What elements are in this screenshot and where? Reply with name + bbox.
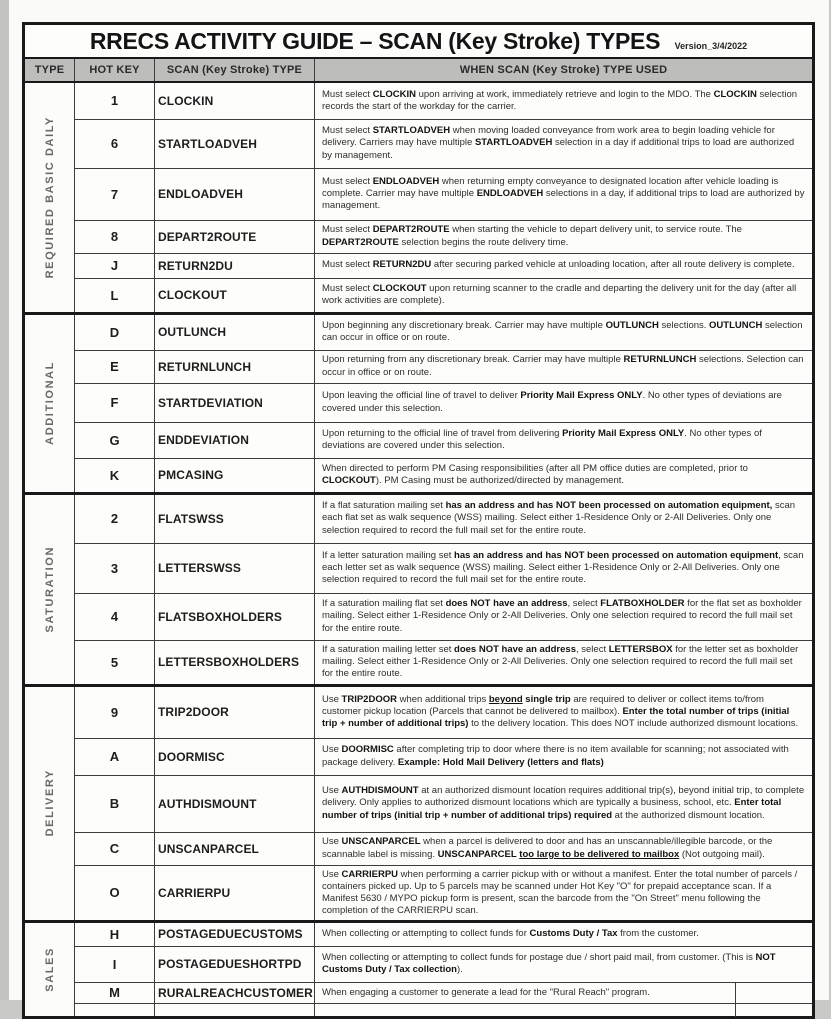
scan-type-cell: PMCASING bbox=[155, 458, 315, 493]
scan-type-cell bbox=[155, 1003, 315, 1017]
section-type-label: REQUIRED BASIC DAILY bbox=[43, 116, 56, 279]
when-used-cell: If a saturation mailing letter set does NOT have an address, select LETTERSBOX for the letter set as boxholder mailing. Select either 1-Residence Only or 2-All Deliveries. Only one selection required to record the full mail set for the entire route. bbox=[315, 640, 814, 685]
document-page bbox=[9, 0, 829, 1000]
table-row bbox=[24, 119, 814, 168]
table-row bbox=[24, 921, 814, 946]
scan-type-cell: DOORMISC bbox=[155, 738, 315, 775]
column-header-scan-type: SCAN (Key Stroke) TYPE bbox=[155, 58, 315, 82]
hot-key-cell bbox=[75, 1003, 155, 1017]
table-row bbox=[24, 775, 814, 832]
when-used-cell: When collecting or attempting to collect funds for postage due / short paid mail, from customer. (This is NOT Customs Duty / Tax collection). bbox=[315, 946, 814, 982]
table-row bbox=[24, 865, 814, 921]
hot-key-cell: E bbox=[75, 350, 155, 383]
when-used-cell: If a letter saturation mailing set has an address and has NOT been processed on automation equipment, scan each letter set as walk sequence (WSS) mailing. Select either 1-Residence Only or 2-All Deliveries. Only one selection required to record the full mail set for the entire route. bbox=[315, 543, 814, 593]
table-row bbox=[24, 593, 814, 640]
scan-type-cell: UNSCANPARCEL bbox=[155, 832, 315, 865]
version-label: Version_3/4/2022 bbox=[674, 40, 748, 51]
table-body bbox=[24, 82, 814, 1017]
when-used-cell: Upon beginning any discretionary break. Carrier may have multiple OUTLUNCH selections. OUTLUNCH selection can occur in office or on route. bbox=[315, 313, 814, 350]
when-used-cell: Use CARRIERPU when performing a carrier pickup with or without a manifest. Enter the total number of parcels / containers picked up. Up to 5 parcels may be scanned under Hot Key "O" for prepaid acceptance scan. If a Manifest 5630 / MYPO pickup form is present, scan the barcode from the "On Street" menu following the completion of the CARRIERPU scan. bbox=[315, 865, 814, 921]
page-title: RRECS ACTIVITY GUIDE – SCAN (Key Stroke) TYPES bbox=[89, 27, 661, 54]
hot-key-cell: I bbox=[75, 946, 155, 982]
section-type-cell bbox=[24, 493, 75, 685]
hot-key-cell: K bbox=[75, 458, 155, 493]
scan-type-cell: AUTHDISMOUNT bbox=[155, 775, 315, 832]
table-row bbox=[24, 422, 814, 458]
when-used-cell: Use AUTHDISMOUNT at an authorized dismount location requires additional trip(s), beyond initial trip, to complete delivery. Only applies to authorized dismount locations which are typically a business, school, etc. Enter total number of trips (initial trip + number of additional trips) required at the authorized dismount location. bbox=[315, 775, 814, 832]
when-used-cell: Use UNSCANPARCEL when a parcel is delivered to door and has an unscannable/illegible barcode, or the scannable label is missing. UNSCANPARCEL too large to be delivered to mailbox (Not outgoing mail). bbox=[315, 832, 814, 865]
table-row bbox=[24, 278, 814, 313]
scan-type-cell: DEPART2ROUTE bbox=[155, 220, 315, 253]
scan-type-cell: FLATSBOXHOLDERS bbox=[155, 593, 315, 640]
when-used-cell: When directed to perform PM Casing responsibilities (after all PM office duties are completed, prior to CLOCKOUT). PM Casing must be authorized/directed by management. bbox=[315, 458, 814, 493]
when-used-cell: Use TRIP2DOOR when additional trips beyond single trip are required to deliver or collect items to/from customer pickup location (Parcels that cannot be delivered to mailbox). Enter the total number of trips (initial trip + number of additional trips) to the delivery location. This does NOT include authorized dismount locations. bbox=[315, 685, 814, 738]
column-header-when-used: WHEN SCAN (Key Stroke) TYPE USED bbox=[315, 58, 814, 82]
table-row bbox=[24, 253, 814, 278]
hot-key-cell: 3 bbox=[75, 543, 155, 593]
section-type-label: ADDITIONAL bbox=[43, 361, 56, 445]
scan-type-cell: ENDLOADVEH bbox=[155, 168, 315, 220]
hot-key-cell: D bbox=[75, 313, 155, 350]
scan-type-cell: STARTLOADVEH bbox=[155, 119, 315, 168]
when-used-cell: Upon returning from any discretionary break. Carrier may have multiple RETURNLUNCH selections. Selection can occur in office or on route. bbox=[315, 350, 814, 383]
hot-key-cell: J bbox=[75, 253, 155, 278]
table-row bbox=[24, 946, 814, 982]
column-header-type: TYPE bbox=[24, 58, 75, 82]
scan-edge-strip bbox=[0, 0, 9, 1000]
column-header-hot-key: HOT KEY bbox=[75, 58, 155, 82]
when-used-cell: If a saturation mailing flat set does NOT have an address, select FLATBOXHOLDER for the flat set as boxholder mailing. Select either 1-Residence Only or 2-All Deliveries. Only one selection required to record the full mail set for the entire route. bbox=[315, 593, 814, 640]
hot-key-cell: 4 bbox=[75, 593, 155, 640]
section-type-label: SATURATION bbox=[43, 545, 56, 633]
when-used-cell bbox=[315, 1003, 814, 1017]
scan-type-cell: RETURN2DU bbox=[155, 253, 315, 278]
scan-type-cell: LETTERSBOXHOLDERS bbox=[155, 640, 315, 685]
table-row bbox=[24, 685, 814, 738]
table-row bbox=[24, 640, 814, 685]
scan-type-cell: CARRIERPU bbox=[155, 865, 315, 921]
when-used-cell: Upon leaving the official line of travel to deliver Priority Mail Express ONLY. No other types of deviations are covered under this selection. bbox=[315, 383, 814, 422]
hot-key-cell: O bbox=[75, 865, 155, 921]
scan-type-cell: RURALREACHCUSTOMER bbox=[155, 982, 315, 1003]
scan-type-cell: RETURNLUNCH bbox=[155, 350, 315, 383]
scan-type-cell: ENDDEVIATION bbox=[155, 422, 315, 458]
hot-key-cell: 1 bbox=[75, 82, 155, 119]
title-cell bbox=[24, 24, 814, 59]
hot-key-cell: L bbox=[75, 278, 155, 313]
section-type-label: DELIVERY bbox=[43, 769, 56, 837]
scan-type-cell: FLATSWSS bbox=[155, 493, 315, 543]
scan-type-cell: TRIP2DOOR bbox=[155, 685, 315, 738]
hot-key-cell: 2 bbox=[75, 493, 155, 543]
section-type-cell bbox=[24, 685, 75, 921]
hot-key-cell: F bbox=[75, 383, 155, 422]
table-row bbox=[24, 220, 814, 253]
title-row bbox=[24, 24, 814, 59]
hot-key-cell: M bbox=[75, 982, 155, 1003]
when-used-cell: When engaging a customer to generate a lead for the "Rural Reach" program. bbox=[315, 982, 814, 1003]
column-header-row bbox=[24, 58, 814, 82]
table-row bbox=[24, 168, 814, 220]
hot-key-cell: A bbox=[75, 738, 155, 775]
hot-key-cell: 7 bbox=[75, 168, 155, 220]
hot-key-cell: G bbox=[75, 422, 155, 458]
hot-key-cell: 6 bbox=[75, 119, 155, 168]
when-used-cell: Must select RETURN2DU after securing parked vehicle at unloading location, after all route delivery is complete. bbox=[315, 253, 814, 278]
when-used-cell: If a flat saturation mailing set has an address and has NOT been processed on automation equipment, scan each flat set as walk sequence (WSS) mailing. Select either 1-Residence Only or 2-All Deliveries. Only one selection required to record the full mail set for the entire route. bbox=[315, 493, 814, 543]
table-row bbox=[24, 1003, 814, 1017]
hot-key-cell: C bbox=[75, 832, 155, 865]
scan-type-cell: POSTAGEDUESHORTPD bbox=[155, 946, 315, 982]
scan-type-cell: LETTERSWSS bbox=[155, 543, 315, 593]
table-row bbox=[24, 350, 814, 383]
section-type-cell bbox=[24, 313, 75, 493]
when-used-cell: Must select CLOCKOUT upon returning scanner to the cradle and departing the delivery unit for the day (after all work activities are complete). bbox=[315, 278, 814, 313]
table-row bbox=[24, 458, 814, 493]
table-row bbox=[24, 982, 814, 1003]
table-row bbox=[24, 738, 814, 775]
section-type-cell bbox=[24, 82, 75, 313]
when-used-cell: Must select DEPART2ROUTE when starting the vehicle to depart delivery unit, to service route. The DEPART2ROUTE selection begins the route delivery time. bbox=[315, 220, 814, 253]
table-row bbox=[24, 82, 814, 119]
scan-type-cell: CLOCKOUT bbox=[155, 278, 315, 313]
hot-key-cell: B bbox=[75, 775, 155, 832]
when-used-cell: Must select STARTLOADVEH when moving loaded conveyance from work area to begin loading vehicle for delivery. Carriers may have multiple STARTLOADVEH selection in a day if additional trips to load are authorized by management. bbox=[315, 119, 814, 168]
hot-key-cell: 9 bbox=[75, 685, 155, 738]
when-used-cell: Use DOORMISC after completing trip to door where there is no item available for scanning; not associated with package delivery. Example: Hold Mail Delivery (letters and flats) bbox=[315, 738, 814, 775]
section-type-cell bbox=[24, 921, 75, 1017]
table-row bbox=[24, 832, 814, 865]
scan-type-cell: STARTDEVIATION bbox=[155, 383, 315, 422]
hot-key-cell: 5 bbox=[75, 640, 155, 685]
hot-key-cell: 8 bbox=[75, 220, 155, 253]
scan-type-cell: CLOCKIN bbox=[155, 82, 315, 119]
table-row bbox=[24, 493, 814, 543]
activity-guide-table bbox=[22, 22, 815, 1019]
when-used-cell: Upon returning to the official line of travel from delivering Priority Mail Express ONLY. No other types of deviations are covered under this selection. bbox=[315, 422, 814, 458]
when-used-cell: When collecting or attempting to collect funds for Customs Duty / Tax from the customer. bbox=[315, 921, 814, 946]
section-type-label: SALES bbox=[43, 946, 56, 992]
scan-type-cell: POSTAGEDUECUSTOMS bbox=[155, 921, 315, 946]
scan-type-cell: OUTLUNCH bbox=[155, 313, 315, 350]
when-used-cell: Must select CLOCKIN upon arriving at work, immediately retrieve and login to the MDO. The CLOCKIN selection records the start of the workday for the carrier. bbox=[315, 82, 814, 119]
when-used-cell: Must select ENDLOADVEH when returning empty conveyance to designated location after vehicle loading is complete. Carrier may have multiple ENDLOADVEH selections in a day, if additional trips to load are authorized by management. bbox=[315, 168, 814, 220]
table-row bbox=[24, 313, 814, 350]
table-row bbox=[24, 543, 814, 593]
hot-key-cell: H bbox=[75, 921, 155, 946]
table-row bbox=[24, 383, 814, 422]
